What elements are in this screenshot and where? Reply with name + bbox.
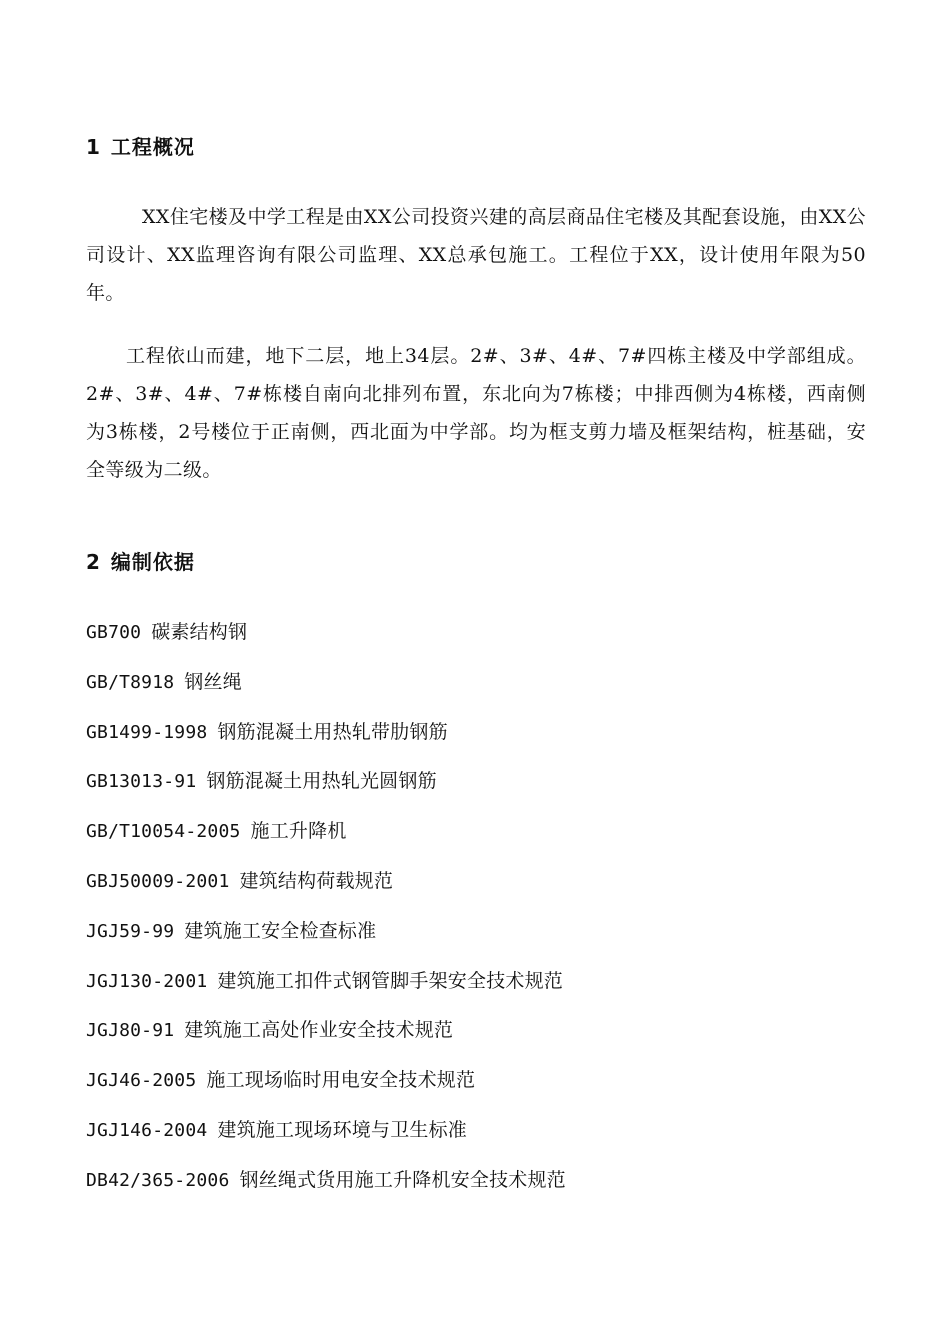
reference-item xyxy=(86,761,566,811)
standard-code: JGJ130-2001 xyxy=(86,970,208,992)
reference-item xyxy=(86,861,566,911)
standard-name: 施工升降机 xyxy=(250,820,347,843)
standard-code: JGJ80-91 xyxy=(86,1020,175,1042)
standard-code: GB1499-1998 xyxy=(86,721,208,743)
overview-paragraph-2: 工程依山而建，地下二层，地上34层。2#、3#、4#、7#四栋主楼及中学部组成。2#、3#、4#、7#栋楼自南向北排列布置，东北向为7栋楼；中排西侧为4栋楼，西南侧为3栋楼，2号楼位于正南侧，西北面为中学部。均为框支剪力墙及框架结构，桩基础，安全等级为二级。 xyxy=(86,345,866,481)
overview-paragraph-1: XX住宅楼及中学工程是由XX公司投资兴建的高层商品住宅楼及其配套设施，由XX公司设计、XX监理咨询有限公司监理、XX总承包施工。工程位于XX，设计使用年限为50年。 xyxy=(86,206,866,304)
standard-name: 施工现场临时用电安全技术规范 xyxy=(206,1069,476,1092)
reference-item xyxy=(86,612,566,662)
section-number: 1 xyxy=(86,135,101,159)
standard-code: GB/T8918 xyxy=(86,671,175,693)
standard-code: JGJ59-99 xyxy=(86,920,175,942)
standard-name: 钢丝绳式货用施工升降机安全技术规范 xyxy=(239,1168,566,1191)
section-title: 编制依据 xyxy=(110,550,195,574)
standard-name: 建筑施工高处作业安全技术规范 xyxy=(184,1019,454,1042)
standard-name: 碳素结构钢 xyxy=(151,621,248,643)
standard-code: GB700 xyxy=(86,622,142,643)
reference-item xyxy=(86,1010,566,1060)
section-heading-basis xyxy=(86,548,195,576)
standard-name: 钢筋混凝土用热轧带肋钢筋 xyxy=(217,720,448,743)
standard-name: 钢筋混凝土用热轧光圆钢筋 xyxy=(206,770,437,793)
standard-name: 建筑施工扣件式钢管脚手架安全技术规范 xyxy=(217,969,564,992)
reference-item xyxy=(86,1160,566,1210)
reference-item xyxy=(86,911,566,961)
reference-item xyxy=(86,1060,566,1110)
reference-item xyxy=(86,961,566,1011)
standard-code: DB42/365-2006 xyxy=(86,1169,230,1191)
section-heading-overview xyxy=(86,133,195,161)
reference-list xyxy=(86,612,566,1210)
standard-name: 建筑施工安全检查标准 xyxy=(184,919,377,942)
standard-code: JGJ146-2004 xyxy=(86,1119,208,1141)
standard-code: GB13013-91 xyxy=(86,771,197,793)
standard-code: GB/T10054-2005 xyxy=(86,821,241,843)
standard-code: JGJ46-2005 xyxy=(86,1070,197,1092)
reference-item xyxy=(86,811,566,861)
reference-item xyxy=(86,712,566,762)
reference-item xyxy=(86,662,566,712)
standard-name: 建筑结构荷载规范 xyxy=(239,869,394,892)
section-number: 2 xyxy=(86,550,101,574)
section-title: 工程概况 xyxy=(110,135,195,159)
standard-code: GBJ50009-2001 xyxy=(86,870,230,892)
reference-item xyxy=(86,1110,566,1160)
standard-name: 建筑施工现场环境与卫生标准 xyxy=(217,1118,468,1141)
standard-name: 钢丝绳 xyxy=(184,670,242,693)
